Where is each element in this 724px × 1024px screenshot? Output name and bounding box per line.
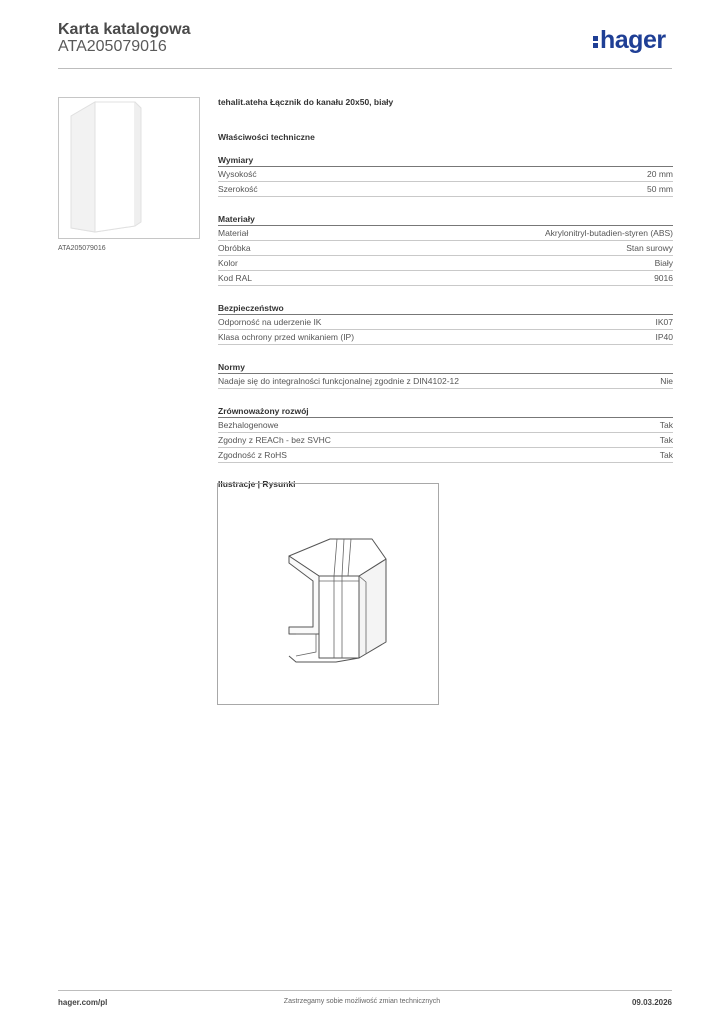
spec-row: [218, 315, 673, 330]
spec-label: Obróbka: [218, 243, 251, 253]
product-name: tehalit.ateha Łącznik do kanału 20x50, biały: [218, 97, 394, 107]
spec-value: Tak: [659, 420, 673, 430]
spec-sections: [218, 154, 673, 463]
spec-row: [218, 448, 673, 463]
section-title: Materiały: [218, 213, 673, 226]
spec-label: Klasa ochrony przed wnikaniem (IP): [218, 332, 355, 342]
footer-notice: Zastrzegamy sobie możliwość zmian technicznych: [283, 998, 441, 1005]
footer-date: 09.03.2026: [631, 998, 672, 1007]
spec-label: Kod RAL: [218, 273, 253, 283]
product-thumbnail: [58, 97, 200, 239]
section-title: Wymiary: [218, 154, 673, 167]
spec-label: Odporność na uderzenie IK: [218, 317, 322, 327]
spec-label: Nadaje się do integralności funkcjonalnej zgodnie z DIN4102-12: [218, 376, 459, 386]
spec-value: Tak: [659, 435, 673, 445]
spec-section: [218, 361, 673, 389]
spec-value: Biały: [654, 258, 673, 268]
spec-value: Nie: [660, 376, 673, 386]
spec-section: [218, 213, 673, 286]
header-divider: [58, 68, 672, 69]
spec-value: IK07: [655, 317, 673, 327]
spec-row: [218, 241, 673, 256]
section-title: Normy: [218, 361, 673, 374]
page-title: Karta katalogowa: [58, 21, 191, 38]
illustrations-heading: Ilustracje | Rysunki: [218, 479, 296, 489]
spec-label: Bezhalogenowe: [218, 420, 279, 430]
spec-label: Kolor: [218, 258, 238, 268]
spec-value: Tak: [659, 450, 673, 460]
spec-value: 50 mm: [647, 184, 673, 194]
spec-row: [218, 374, 673, 389]
spec-row: [218, 433, 673, 448]
product-code: ATA205079016: [58, 38, 167, 55]
spec-row: [218, 182, 673, 197]
spec-content: [218, 97, 673, 489]
line-drawing-frame: [217, 483, 439, 705]
spec-value: 20 mm: [647, 169, 673, 179]
brand-name: hager: [600, 26, 666, 54]
section-title: Zrównoważony rozwój: [218, 405, 673, 418]
spec-value: IP40: [655, 332, 673, 342]
spec-row: [218, 330, 673, 345]
section-title: Bezpieczeństwo: [218, 302, 673, 315]
footer-website-link[interactable]: hager.com/pl: [58, 998, 108, 1007]
spec-row: [218, 271, 673, 286]
brand-logo: [593, 26, 666, 55]
spec-row: [218, 256, 673, 271]
connector-photo: [59, 98, 199, 238]
spec-label: Zgodny z REACh - bez SVHC: [218, 435, 331, 445]
properties-heading: Właściwości techniczne: [218, 132, 315, 142]
logo-dots-icon: [593, 30, 600, 50]
spec-label: Materiał: [218, 228, 249, 238]
spec-section: [218, 154, 673, 197]
spec-value: Stan surowy: [626, 243, 673, 253]
spec-row: [218, 418, 673, 433]
spec-section: [218, 405, 673, 463]
spec-label: Szerokość: [218, 184, 258, 194]
spec-value: Akrylonitryl-butadien-styren (ABS): [544, 228, 673, 238]
spec-label: Zgodność z RoHS: [218, 450, 287, 460]
thumbnail-caption: ATA205079016: [58, 245, 106, 252]
spec-row: [218, 167, 673, 182]
footer-divider: [58, 990, 672, 991]
spec-value: 9016: [654, 273, 673, 283]
spec-label: Wysokość: [218, 169, 257, 179]
connector-line-drawing: [218, 484, 438, 704]
spec-section: [218, 302, 673, 345]
spec-row: [218, 226, 673, 241]
